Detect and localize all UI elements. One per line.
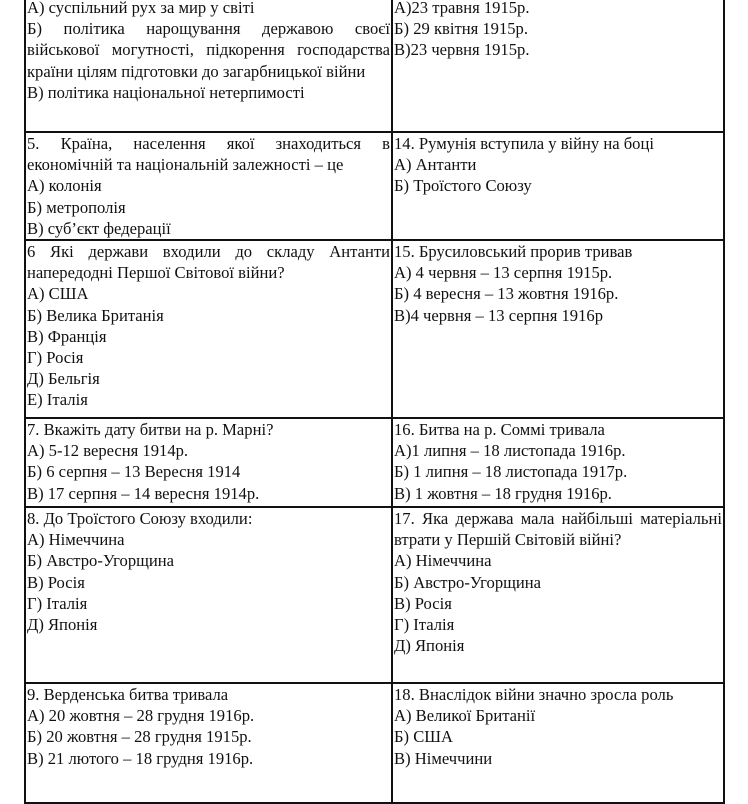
answer-option: В) 21 лютого – 18 грудня 1916р.: [27, 748, 254, 768]
quiz-table: [24, 0, 725, 804]
answer-option: А)1 липня – 18 листопада 1916р.: [394, 441, 626, 461]
question-text: 6 Які держави входили до складу Антанти напередодні Першої Світової війни?: [27, 242, 390, 283]
question-cell-left: [25, 0, 392, 132]
answer-option: Б) 20 жовтня – 28 грудня 1915р.: [27, 727, 252, 747]
question-text: 7. Вкажіть дату битви на р. Марні?: [27, 420, 274, 440]
answer-option: Д) Японія: [394, 636, 465, 656]
answer-option: Д) Бельгія: [27, 369, 100, 389]
answer-option: В) 17 серпня – 14 вересня 1914р.: [27, 483, 260, 503]
answer-option: А) суспільний рух за мир у світі: [27, 0, 255, 17]
answer-option: Б) Троїстого Союзу: [394, 176, 532, 196]
answer-option: В) 1 жовтня – 18 грудня 1916р.: [394, 483, 612, 503]
table-row: [25, 132, 724, 240]
answer-option: В) Росія: [27, 572, 85, 592]
answer-option: А) Великої Британії: [394, 706, 536, 726]
answer-option: Б) політика нарощування державою своєї військової могутності, підкорення господарства країни цілям підготовки до загарбницької війни: [27, 19, 390, 81]
table-row: [25, 683, 724, 803]
question-text: 14. Румунія вступила у війну на боці: [394, 134, 654, 153]
question-cell-right: [392, 507, 724, 683]
question-cell-left: [25, 418, 392, 507]
answer-option: А) 20 жовтня – 28 грудня 1916р.: [27, 706, 255, 726]
question-cell-left: [25, 132, 392, 240]
answer-option: Б) США: [394, 727, 453, 747]
answer-option: Г) Італія: [27, 593, 88, 613]
answer-option: А) 4 червня – 13 серпня 1915р.: [394, 263, 613, 283]
question-text: 18. Внаслідок війни значно зросла роль: [394, 685, 674, 705]
answer-option: Б) Велика Британія: [27, 305, 164, 325]
answer-option: Б) 1 липня – 18 листопада 1917р.: [394, 462, 628, 482]
answer-option: А) США: [27, 284, 89, 304]
question-cell-left: [25, 240, 392, 418]
answer-option: А) Німеччина: [27, 530, 125, 550]
answer-option: В) суб’єкт федерації: [27, 218, 171, 238]
question-text: 15. Брусиловський прорив тривав: [394, 242, 633, 262]
answer-option: В)23 червня 1915р.: [394, 40, 530, 60]
answer-option: Б) 4 вересня – 13 жовтня 1916р.: [394, 284, 619, 304]
answer-option: В) Німеччини: [394, 748, 493, 768]
question-text: 16. Битва на р. Соммі тривала: [394, 420, 605, 440]
question-cell-right: [392, 418, 724, 507]
table-row: [25, 418, 724, 507]
question-cell-right: [392, 132, 724, 240]
answer-option: В) політика національної нетерпимості: [27, 82, 305, 102]
answer-option: Д) Японія: [27, 615, 98, 635]
answer-option: Б) 6 серпня – 13 Вересня 1914: [27, 462, 241, 482]
question-cell-right: [392, 240, 724, 418]
question-cell-left: [25, 683, 392, 803]
answer-option: А) Німеччина: [394, 551, 492, 571]
answer-option: А) колонія: [27, 176, 102, 196]
answer-option: А) Антанти: [394, 155, 477, 175]
answer-option: Г) Італія: [394, 615, 455, 635]
answer-option: В)4 червня – 13 серпня 1916р: [394, 305, 603, 325]
table-row: [25, 507, 724, 683]
answer-option: В) Росія: [394, 593, 452, 613]
table-row: [25, 240, 724, 418]
answer-option: А)23 травня 1915р.: [394, 0, 530, 17]
answer-option: Б) Австро-Угорщина: [394, 572, 542, 592]
answer-option: Г) Росія: [27, 348, 84, 368]
question-cell-right: [392, 0, 724, 132]
answer-option: В) Франція: [27, 326, 107, 346]
answer-option: Б) 29 квітня 1915р.: [394, 19, 528, 39]
question-text: 17. Яка держава мала найбільші матеріальні втрати у Першій Світовій війні?: [394, 509, 722, 550]
question-cell-left: [25, 507, 392, 683]
answer-option: Е) Італія: [27, 390, 88, 410]
question-text: 8. До Троїстого Союзу входили:: [27, 509, 253, 529]
table-row: [25, 0, 724, 132]
question-cell-right: [392, 683, 724, 803]
question-text: 9. Верденська битва тривала: [27, 685, 229, 705]
question-text: 5. Країна, населення якої знаходиться в економічній та національній залежності – це: [27, 134, 390, 175]
answer-option: Б) метрополія: [27, 197, 126, 217]
answer-option: Б) Австро-Угорщина: [27, 551, 175, 571]
answer-option: А) 5-12 вересня 1914р.: [27, 441, 189, 461]
